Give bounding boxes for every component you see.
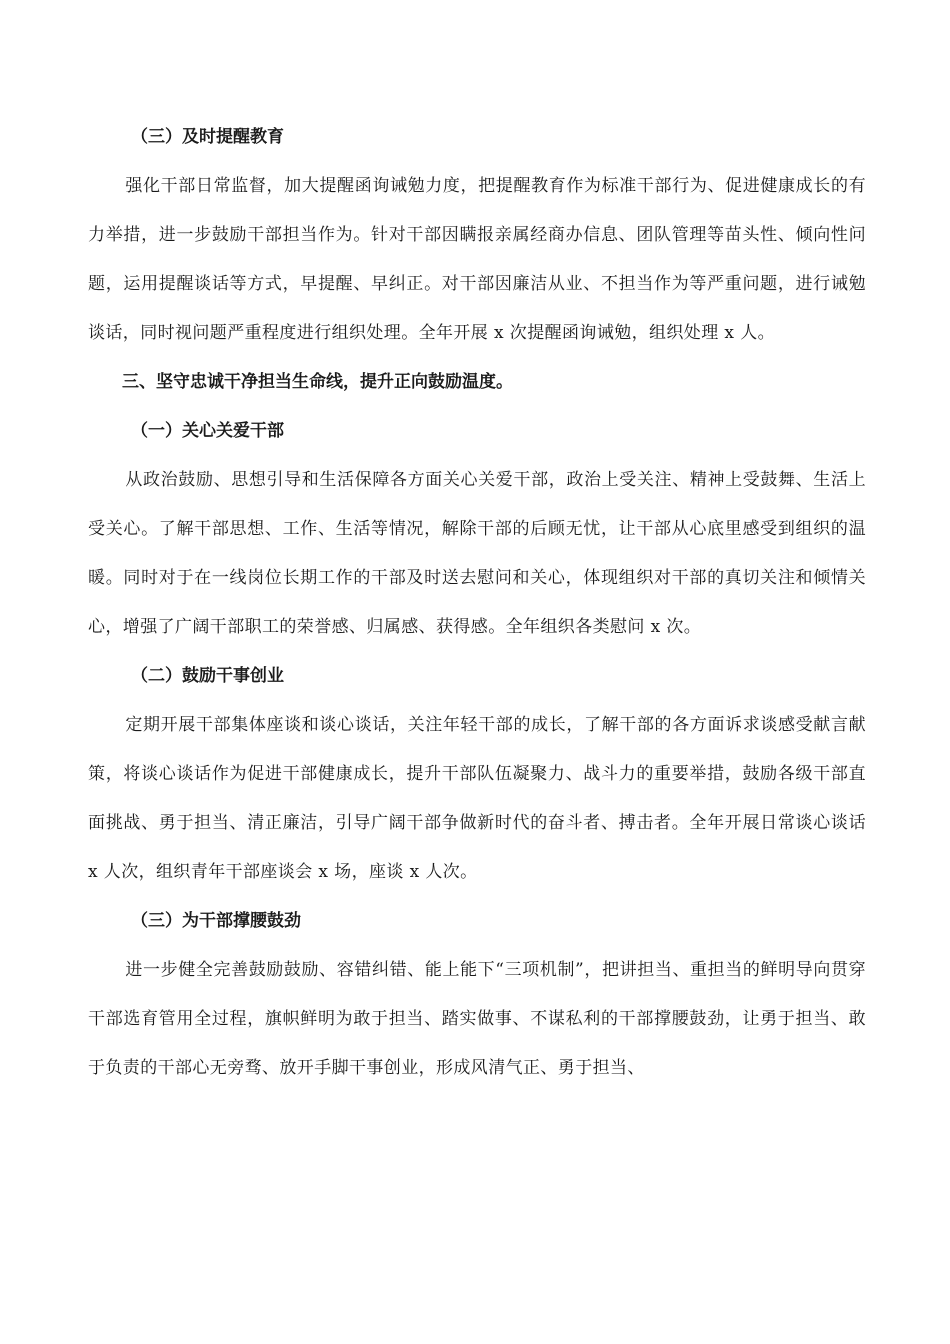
- section-subheading-encourage-entrepreneurship: （二）鼓励干事创业: [131, 666, 284, 686]
- document-body: [88, 113, 866, 1093]
- section-subheading-timely-reminder: （三）及时提醒教育: [131, 127, 284, 147]
- paragraph-encourage-entrepreneurship: 定期开展干部集体座谈和谈心谈话，关注年轻干部的成长，了解干部的各方面诉求谈感受献言献策，将谈心谈话作为促进干部健康成长，提升干部队伍凝聚力、战斗力的重要举措，鼓励各级干部直面挑战、勇于担当、清正廉洁，引导广阔干部争做新时代的奋斗者、搏击者。全年开展日常谈心谈话 x 人次，组织青年干部座谈会 x 场，座谈 x 人次。: [88, 715, 866, 882]
- paragraph-care-for-cadres: 从政治鼓励、思想引导和生活保障各方面关心关爱干部，政治上受关注、精神上受鼓舞、生活上受关心。了解干部思想、工作、生活等情况，解除干部的后顾无忧，让干部从心底里感受到组织的温暖。同时对于在一线岗位长期工作的干部及时送去慰问和关心，体现组织对干部的真切关注和倾情关心，增强了广阔干部职工的荣誉感、归属感、获得感。全年组织各类慰问 x 次。: [88, 470, 866, 637]
- paragraph-reminder-education: 强化干部日常监督，加大提醒函询诫勉力度，把提醒教育作为标准干部行为、促进健康成长的有力举措，进一步鼓励干部担当作为。针对干部因瞒报亲属经商办信息、团队管理等苗头性、倾向性问题，运用提醒谈话等方式，早提醒、早纠正。对干部因廉洁从业、不担当作为等严重问题，进行诫勉谈话，同时视问题严重程度进行组织处理。全年开展 x 次提醒函询诫勉，组织处理 x 人。: [88, 176, 866, 343]
- section-heading-three: 三、坚守忠诚干净担当生命线，提升正向鼓励温度。: [122, 372, 513, 392]
- section-subheading-support-cadres: （三）为干部撑腰鼓劲: [131, 911, 301, 931]
- section-subheading-care-for-cadres: （一）关心关爱干部: [131, 421, 284, 441]
- paragraph-support-cadres: 进一步健全完善鼓励鼓励、容错纠错、能上能下“三项机制”，把讲担当、重担当的鲜明导向贯穿干部选育管用全过程，旗帜鲜明为敢于担当、踏实做事、不谋私利的干部撑腰鼓劲，让勇于担当、敢于负责的干部心无旁骛、放开手脚干事创业，形成风清气正、勇于担当、: [88, 960, 866, 1078]
